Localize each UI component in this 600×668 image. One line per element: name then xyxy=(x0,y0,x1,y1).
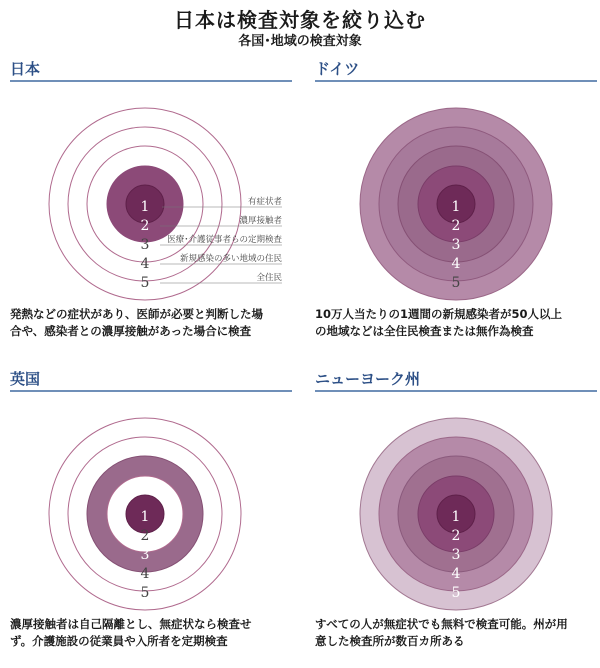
panel-divider xyxy=(315,80,597,82)
panel-divider xyxy=(10,80,292,82)
panel-title: ドイツ xyxy=(315,60,360,78)
legend-label-2: 濃厚接触者 xyxy=(239,216,282,226)
panel-title: 日本 xyxy=(10,60,41,78)
panel-divider xyxy=(10,390,292,392)
level-4-label: 4 xyxy=(140,566,150,582)
level-2-label: 2 xyxy=(140,218,150,234)
level-2-label: 2 xyxy=(451,528,461,544)
level-1-label: 1 xyxy=(451,509,461,525)
level-5-label: 5 xyxy=(140,585,150,601)
legend-label-3: 医療･介護従事者らの定期検査 xyxy=(167,235,282,245)
level-5-label: 5 xyxy=(451,275,461,291)
panel-divider xyxy=(315,390,597,392)
level-3-label: 3 xyxy=(451,547,461,563)
page-subtitle: 各国･地域の検査対象 xyxy=(238,34,362,49)
rings-svg xyxy=(315,394,597,634)
description-line: 濃厚接触者は自己隔離とし、無症状なら検査せ xyxy=(10,617,252,631)
legend-label-4: 新規感染の多い地域の住民 xyxy=(179,254,282,264)
panel-description xyxy=(10,306,295,340)
level-3-label: 3 xyxy=(451,237,461,253)
panel-new-york xyxy=(315,368,597,668)
page-title: 日本は検査対象を絞り込む xyxy=(174,8,426,32)
rings-svg xyxy=(315,84,597,324)
rings-svg xyxy=(10,394,292,634)
panel-description xyxy=(10,616,295,650)
description-line: 発熱などの症状があり、医師が必要と判断した場 xyxy=(10,307,263,321)
level-4-label: 4 xyxy=(140,256,150,272)
panel-uk xyxy=(10,368,292,668)
legend-label-5: 全住民 xyxy=(256,273,282,283)
description-line: ず。介護施設の従業員や入所者を定期検査 xyxy=(10,634,228,648)
level-5-label: 5 xyxy=(451,585,461,601)
level-1-label: 1 xyxy=(140,199,150,215)
panel-japan xyxy=(10,58,292,358)
target-diagram-new-york xyxy=(315,394,597,634)
level-1-label: 1 xyxy=(451,199,461,215)
level-2-label: 2 xyxy=(451,218,461,234)
level-3-label: 3 xyxy=(140,237,150,253)
level-4-label: 4 xyxy=(451,566,461,582)
target-diagram-uk xyxy=(10,394,292,634)
legend-label-1: 有症状者 xyxy=(247,197,282,207)
description-line: の地域などは全住民検査または無作為検査 xyxy=(315,324,534,338)
description-line: すべての人が無症状でも無料で検査可能。州が用 xyxy=(315,617,568,631)
panel-title: ニューヨーク州 xyxy=(315,370,421,388)
level-4-label: 4 xyxy=(451,256,461,272)
level-1-label: 1 xyxy=(140,509,150,525)
description-line: 10万人当たりの1週間の新規感染者が50人以上 xyxy=(315,307,563,321)
rings-svg xyxy=(10,84,292,324)
panel-description xyxy=(315,616,600,650)
panel-description xyxy=(315,306,600,340)
description-line: 合や、感染者との濃厚接触があった場合に検査 xyxy=(10,324,252,338)
level-2-label: 2 xyxy=(140,528,150,544)
description-line: 意した検査所が数百カ所ある xyxy=(315,634,465,648)
target-diagram-germany xyxy=(315,84,597,324)
panel-germany xyxy=(315,58,597,358)
panel-title: 英国 xyxy=(10,370,41,388)
level-3-label: 3 xyxy=(140,547,150,563)
target-diagram-japan xyxy=(10,84,292,324)
level-5-label: 5 xyxy=(140,275,150,291)
